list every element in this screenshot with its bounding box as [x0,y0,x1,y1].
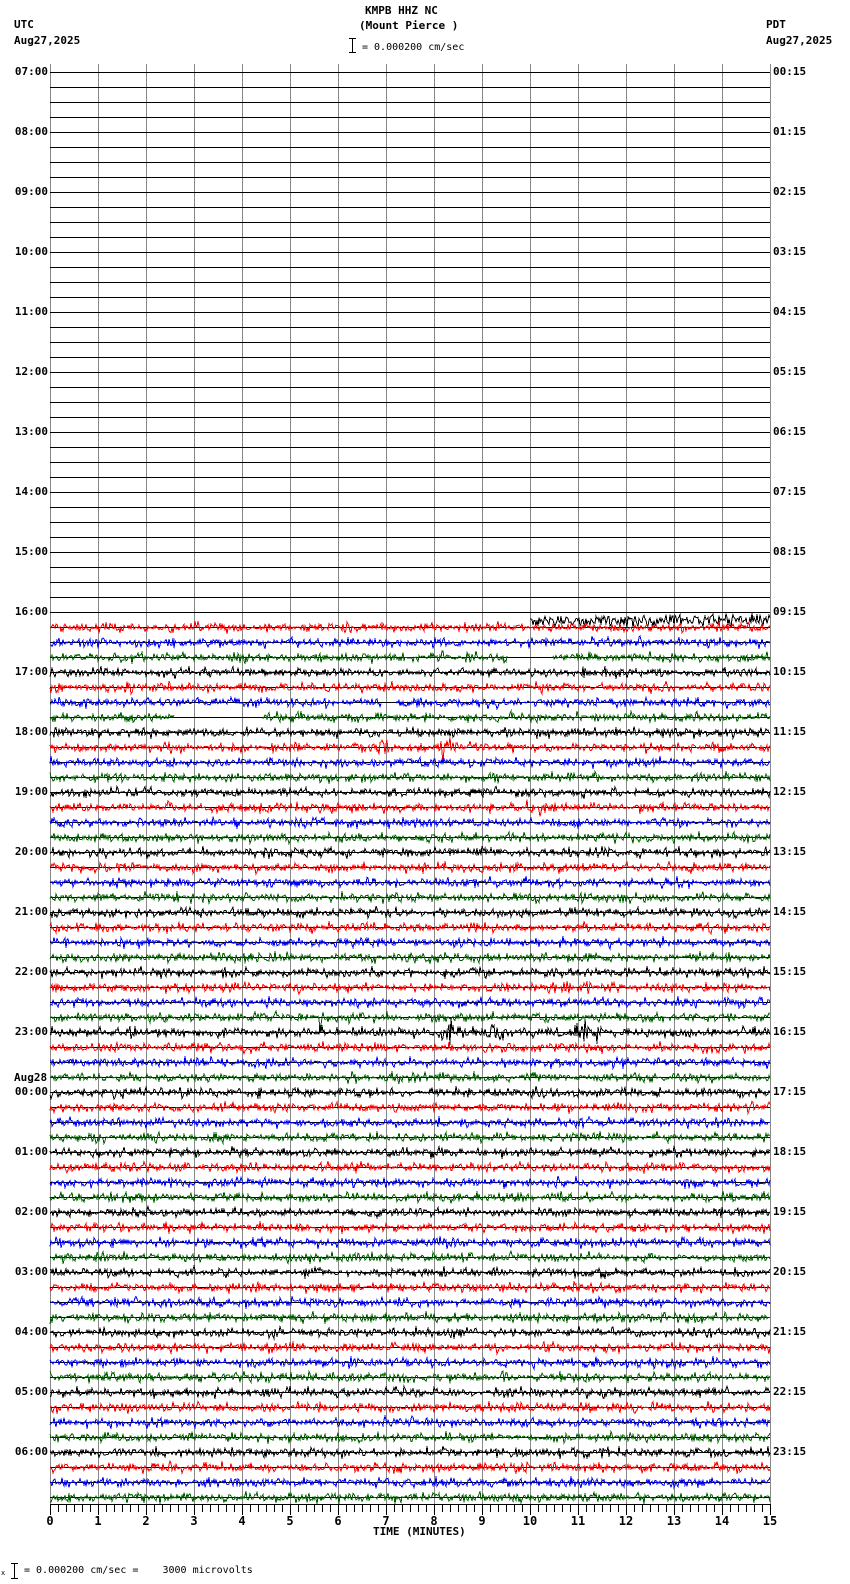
x-tick-label: 9 [478,1514,486,1528]
x-axis-title: TIME (MINUTES) [373,1525,466,1538]
utc-hour-label: 07:00 [14,65,48,78]
utc-hour-label: 05:00 [14,1385,48,1398]
x-tick-label: 4 [238,1514,246,1528]
x-tick-label: 5 [286,1514,294,1528]
pdt-hour-label: 12:15 [773,785,807,798]
pdt-hour-label: 18:15 [773,1145,807,1158]
x-tick-label: 0 [46,1514,54,1528]
utc-hour-label: 10:00 [14,245,48,258]
utc-hour-label: 16:00 [14,605,48,618]
pdt-hour-label: 11:15 [773,725,807,738]
seismic-trace [50,1018,770,1045]
utc-hour-label: 20:00 [14,845,48,858]
pdt-hour-label: 19:15 [773,1205,807,1218]
pdt-hour-label: 17:15 [773,1085,807,1098]
pdt-hour-label: 08:15 [773,545,807,558]
utc-hour-label: 15:00 [14,545,48,558]
utc-hour-label: 23:00 [14,1025,48,1038]
utc-hour-label: 12:00 [14,365,48,378]
pdt-hour-label: 13:15 [773,845,807,858]
utc-hour-label: 22:00 [14,965,48,978]
right-timezone: PDT [766,18,786,31]
x-tick-label: 10 [522,1514,538,1528]
footer-scale-bar-icon [11,1563,18,1579]
footer-marker: x [1,1569,6,1577]
pdt-hour-label: 02:15 [773,185,807,198]
x-tick-label: 3 [190,1514,198,1528]
pdt-hour-label: 21:15 [773,1325,807,1338]
pdt-hour-label: 16:15 [773,1025,807,1038]
utc-hour-label: 08:00 [14,125,48,138]
footer-scale-text: = 0.000200 cm/sec = 3000 microvolts [24,1565,253,1576]
pdt-hour-label: 09:15 [773,605,807,618]
utc-date-marker: Aug28 [14,1071,48,1084]
seismic-trace [553,651,770,663]
seismic-trace [50,1011,770,1032]
left-date: Aug27,2025 [14,34,81,47]
seismic-trace [50,951,770,964]
pdt-hour-label: 22:15 [773,1385,807,1398]
scale-bar-icon [349,38,356,53]
x-tick-label: 1 [94,1514,102,1528]
utc-hour-label: 18:00 [14,725,48,738]
left-timezone: UTC [14,18,34,31]
pdt-hour-label: 04:15 [773,305,807,318]
x-tick-label: 12 [618,1514,634,1528]
utc-hour-label: 01:00 [14,1145,48,1158]
seismic-trace [50,921,770,934]
utc-hour-label: 00:00 [14,1085,48,1098]
pdt-hour-label: 01:15 [773,125,807,138]
pdt-hour-label: 14:15 [773,905,807,918]
seismic-trace [50,697,381,709]
utc-hour-label: 03:00 [14,1265,48,1278]
utc-hour-label: 17:00 [14,665,48,678]
pdt-hour-label: 15:15 [773,965,807,978]
seismic-trace [396,697,770,709]
right-date: Aug27,2025 [766,34,833,47]
x-tick-label: 2 [142,1514,150,1528]
seismic-trace [50,936,770,949]
seismic-trace [50,1116,770,1129]
x-tick-label: 14 [714,1514,730,1528]
pdt-hour-label: 06:15 [773,425,807,438]
x-tick-label: 13 [666,1514,682,1528]
seismic-trace [50,1416,770,1429]
utc-hour-label: 14:00 [14,485,48,498]
seismic-trace [50,906,770,919]
pdt-hour-label: 03:15 [773,245,807,258]
utc-hour-label: 04:00 [14,1325,48,1338]
utc-hour-label: 19:00 [14,785,48,798]
seismic-trace [50,800,770,817]
utc-hour-label: 06:00 [14,1445,48,1458]
pdt-hour-label: 05:15 [773,365,807,378]
pdt-hour-label: 23:15 [773,1445,807,1458]
utc-hour-label: 11:00 [14,305,48,318]
x-tick-label: 15 [762,1514,778,1528]
pdt-hour-label: 20:15 [773,1265,807,1278]
x-tick-label: 7 [382,1514,390,1528]
seismic-trace [50,831,770,844]
utc-hour-label: 09:00 [14,185,48,198]
utc-hour-label: 21:00 [14,905,48,918]
seismic-trace [50,1431,770,1444]
utc-hour-label: 13:00 [14,425,48,438]
seismic-trace [50,846,770,859]
seismic-trace [50,1161,770,1174]
pdt-hour-label: 10:15 [773,665,807,678]
x-tick-label: 11 [570,1514,586,1528]
x-tick-label: 6 [334,1514,342,1528]
pdt-hour-label: 00:15 [773,65,807,78]
station-title: KMPB HHZ NC [365,4,438,17]
x-tick-label: 8 [430,1514,438,1528]
scale-text: = 0.000200 cm/sec [362,42,465,53]
utc-hour-label: 02:00 [14,1205,48,1218]
station-location: (Mount Pierce ) [359,19,459,32]
pdt-hour-label: 07:15 [773,485,807,498]
